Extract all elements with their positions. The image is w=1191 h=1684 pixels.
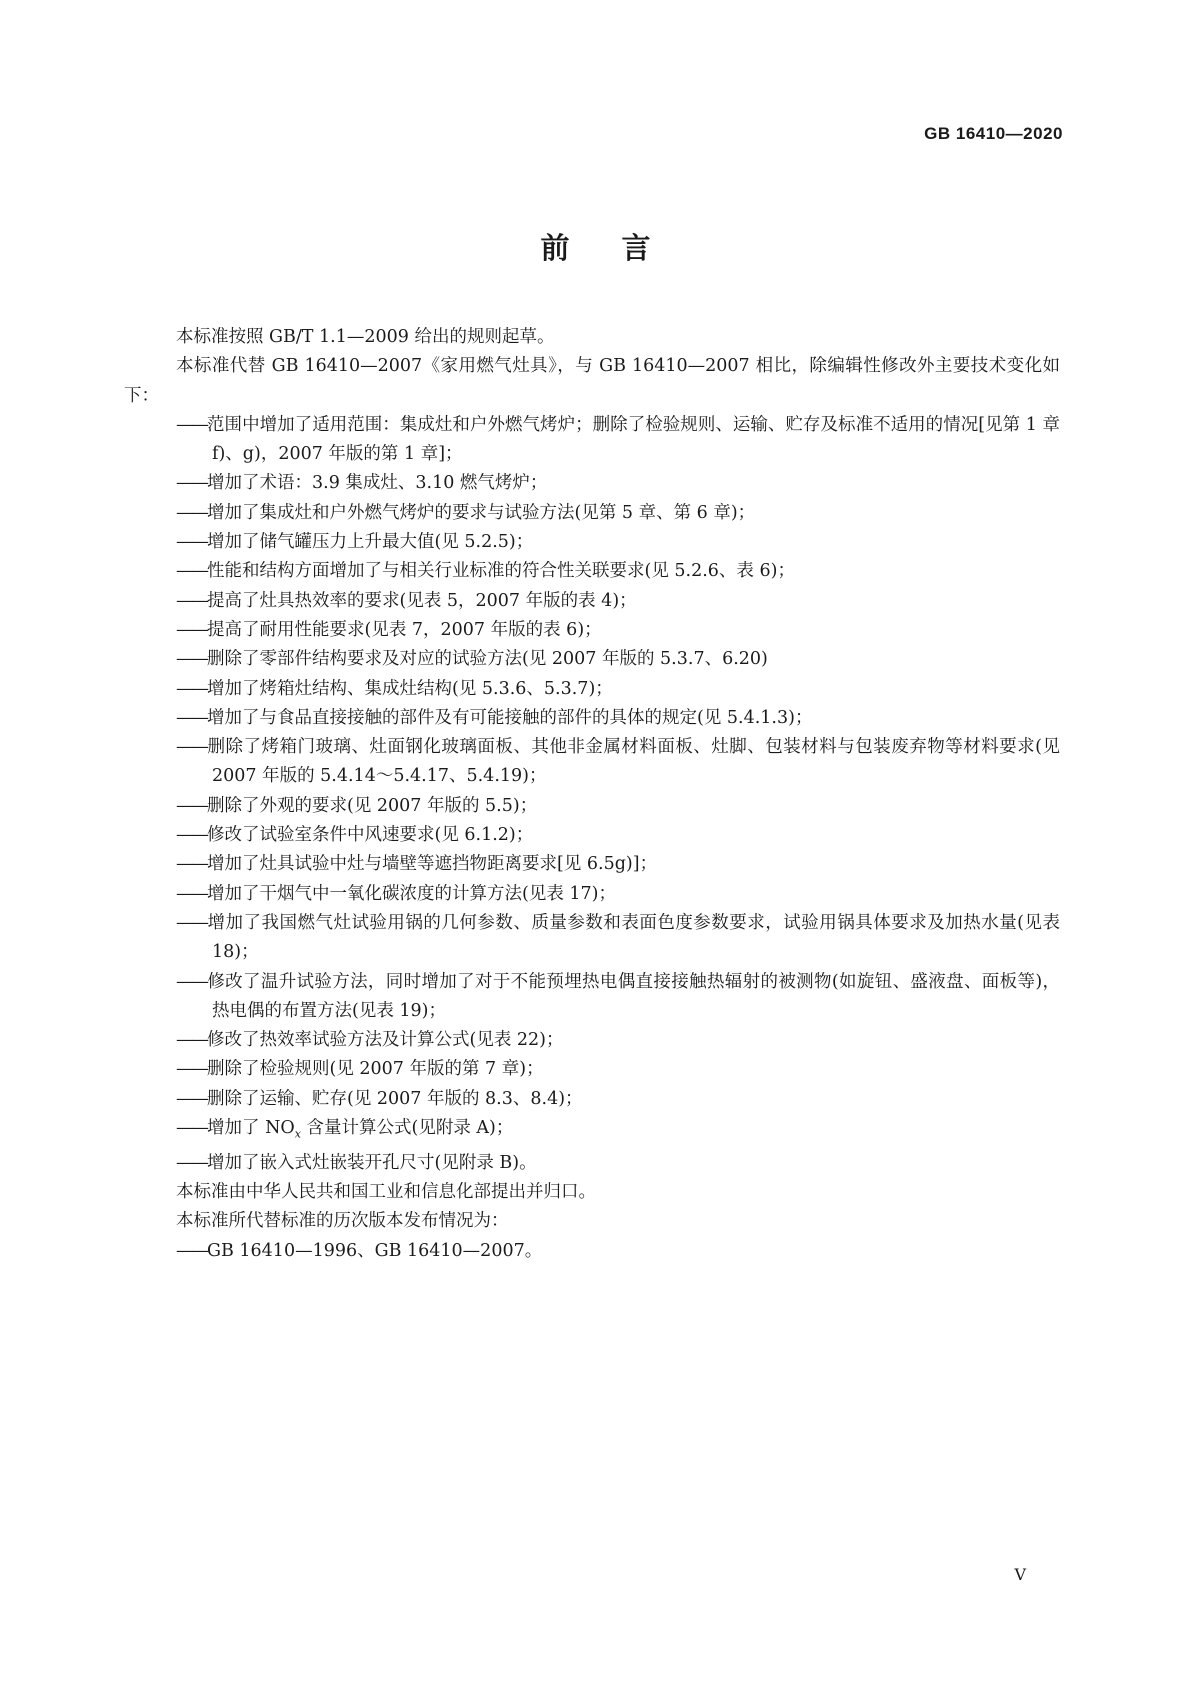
paragraph-proposer: 本标准由中华人民共和国工业和信息化部提出并归口。 — [176, 1182, 596, 1203]
list-item: ——性能和结构方面增加了与相关行业标准的符合性关联要求(见 5.2.6、表 6)； — [176, 561, 795, 582]
list-item: ——增加了集成灶和户外燃气烤炉的要求与试验方法(见第 5 章、第 6 章)； — [176, 502, 756, 523]
list-item: ——增加了与食品直接接触的部件及有可能接触的部件的具体的规定(见 5.4.1.3)； — [176, 707, 813, 728]
paragraph-history: 本标准所代替标准的历次版本发布情况为： — [176, 1211, 509, 1232]
list-item: ——增加了烤箱灶结构、集成灶结构(见 5.3.6、5.3.7)； — [176, 678, 613, 699]
list-item: ——增加了灶具试验中灶与墙壁等遮挡物距离要求[见 6.5g)]； — [176, 854, 658, 875]
list-item: ——提高了耐用性能要求(见表 7，2007 年版的表 6)； — [176, 619, 602, 640]
list-item: ——增加了我国燃气灶试验用锅的几何参数、质量参数和表面色度参数要求，试验用锅具体要求及加热水量(见表 18)； — [176, 912, 1060, 963]
preface-body — [124, 323, 1060, 1266]
list-item: ——修改了试验室条件中风速要求(见 6.1.2)； — [176, 825, 534, 846]
standard-code: GB 16410—2020 — [924, 124, 1063, 143]
list-item: ——修改了热效率试验方法及计算公式(见表 22)； — [176, 1030, 564, 1051]
list-item: ——删除了运输、贮存(见 2007 年版的 8.3、8.4)； — [176, 1088, 583, 1109]
list-item: ——范围中增加了适用范围：集成灶和户外燃气烤炉；删除了检验规则、运输、贮存及标准不适用的情况[见第 1 章 f)、g)，2007 年版的第 1 章]； — [176, 414, 1060, 465]
page-title: 前言 — [540, 231, 703, 265]
page-number: V — [1014, 1565, 1026, 1584]
list-item: ——删除了检验规则(见 2007 年版的第 7 章)； — [176, 1059, 544, 1080]
list-item: ——增加了干烟气中一氧化碳浓度的计算方法(见表 17)； — [176, 883, 616, 904]
list-item-previous-versions: ——GB 16410—1996、GB 16410—2007。 — [176, 1240, 543, 1261]
list-item: ——增加了嵌入式灶嵌装开孔尺寸(见附录 B)。 — [176, 1152, 537, 1173]
list-item: ——提高了灶具热效率的要求(见表 5，2007 年版的表 4)； — [176, 590, 637, 611]
list-item: ——增加了储气罐压力上升最大值(见 5.2.5)； — [176, 532, 534, 553]
paragraph-replacement: 本标准代替 GB 16410—2007《家用燃气灶具》，与 GB 16410—2007 相比，除编辑性修改外主要技术变化如下： — [124, 356, 1060, 406]
changes-list — [124, 411, 1060, 1178]
list-item: ——删除了外观的要求(见 2007 年版的 5.5)； — [176, 795, 538, 816]
paragraph-drafting-rules: 本标准按照 GB/T 1.1—2009 给出的规则起草。 — [176, 327, 555, 347]
list-item: ——修改了温升试验方法，同时增加了对于不能预埋热电偶直接接触热辐射的被测物(如旋钮、盛液盘、面板等)，热电偶的布置方法(见表 19)； — [176, 971, 1060, 1021]
list-item: ——删除了零部件结构要求及对应的试验方法(见 2007 年版的 5.3.7、6.20) — [176, 649, 768, 670]
list-item: ——删除了烤箱门玻璃、灶面钢化玻璃面板、其他非金属材料面板、灶脚、包装材料与包装废弃物等材料要求(见 2007 年版的 5.4.14～5.4.17、5.4.19)； — [176, 737, 1060, 787]
list-item: ——增加了 $NO_x$ 含量计算公式(见附录 A)； — [176, 1118, 514, 1141]
list-item: ——增加了术语：3.9 集成灶、3.10 燃气烤炉； — [176, 473, 548, 494]
